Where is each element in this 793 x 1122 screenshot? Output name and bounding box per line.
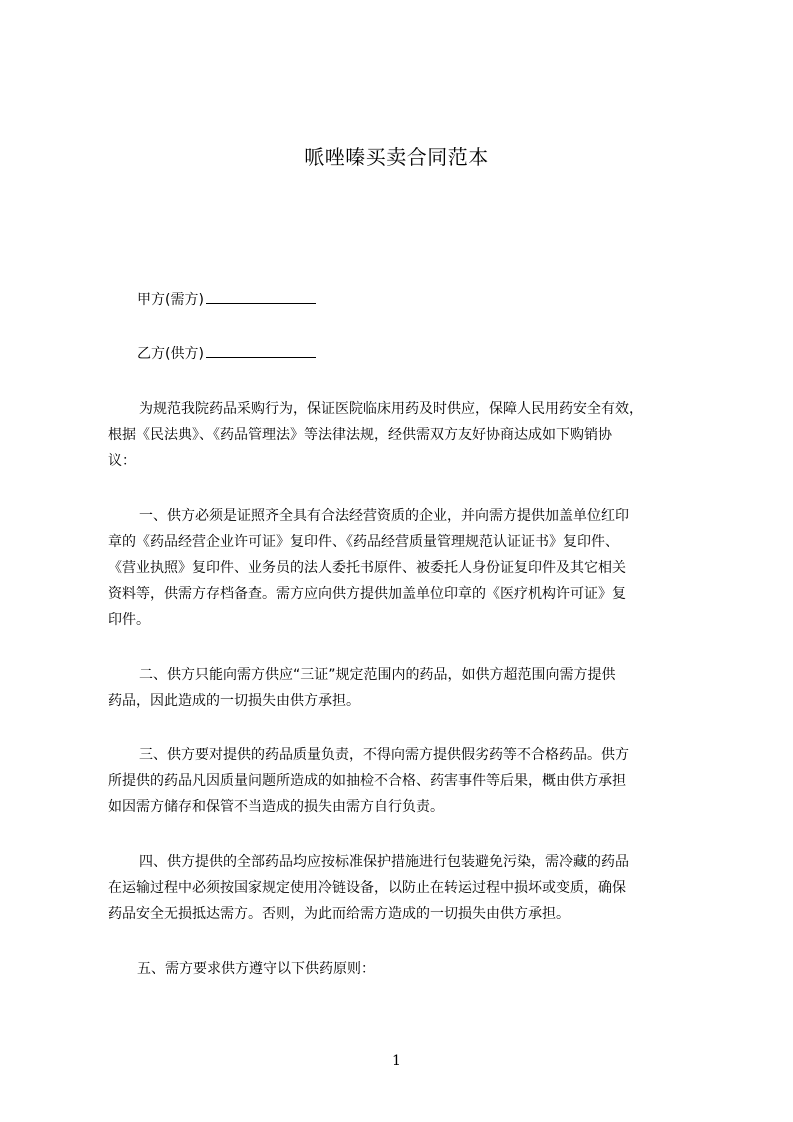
clause-2-line: 药品，因此造成的一切损失由供方承担。 <box>108 693 360 709</box>
clause-3-line: 所提供的药品凡因质量问题所造成的如抽检不合格、药害事件等后果，概由供方承担 <box>108 773 626 789</box>
page-number: 1 <box>392 1053 401 1069</box>
clause-1-line: 印件。 <box>108 612 150 628</box>
clause-1-line: 章的《药品经营企业许可证》复印件、《药品经营质量管理规范认证证书》复印件、 <box>108 534 619 550</box>
clause-3-line: 三、供方要对提供的药品质量负责，不得向需方提供假劣药等不合格药品。供方 <box>139 747 629 763</box>
clause-4-line: 在运输过程中必须按国家规定使用冷链设备，以防止在转运过程中损坏或变质，确保 <box>108 880 626 896</box>
party-b-label: 乙方(供方) <box>137 346 204 362</box>
party-a-blank[interactable] <box>206 289 316 304</box>
intro-line: 议： <box>108 453 136 469</box>
document-title: 哌唑嗪买卖合同范本 <box>304 145 489 169</box>
clause-1-line: 资料等，供需方存档备查。需方应向供方提供加盖单位印章的《医疗机构许可证》复 <box>108 586 626 602</box>
party-b-line <box>137 341 316 367</box>
clause-1-line: 一、供方必须是证照齐全具有合法经营资质的企业，并向需方提供加盖单位红印 <box>139 508 629 524</box>
clause-4-line: 药品安全无损抵达需方。否则，为此而给需方造成的一切损失由供方承担。 <box>108 906 570 922</box>
intro-line: 为规范我院药品采购行为，保证医院临床用药及时供应，保障人民用药安全有效， <box>139 401 643 417</box>
clause-5-line: 五、需方要求供方遵守以下供药原则： <box>137 961 375 977</box>
clause-3-line: 如因需方储存和保管不当造成的损失由需方自行负责。 <box>108 799 444 815</box>
intro-line: 根据《民法典》、《药品管理法》等法律法规，经供需双方友好协商达成如下购销协 <box>108 427 612 443</box>
clause-1-line: 《营业执照》复印件、业务员的法人委托书原件、被委托人身份证复印件及其它相关 <box>108 560 626 576</box>
party-a-label: 甲方(需方) <box>137 292 204 308</box>
clause-2-line: 二、供方只能向需方供应“三证”规定范围内的药品，如供方超范围向需方提供 <box>139 667 616 683</box>
clause-4-line: 四、供方提供的全部药品均应按标准保护措施进行包装避免污染，需冷藏的药品 <box>139 854 629 870</box>
party-a-line <box>137 287 316 313</box>
party-b-blank[interactable] <box>206 343 316 358</box>
